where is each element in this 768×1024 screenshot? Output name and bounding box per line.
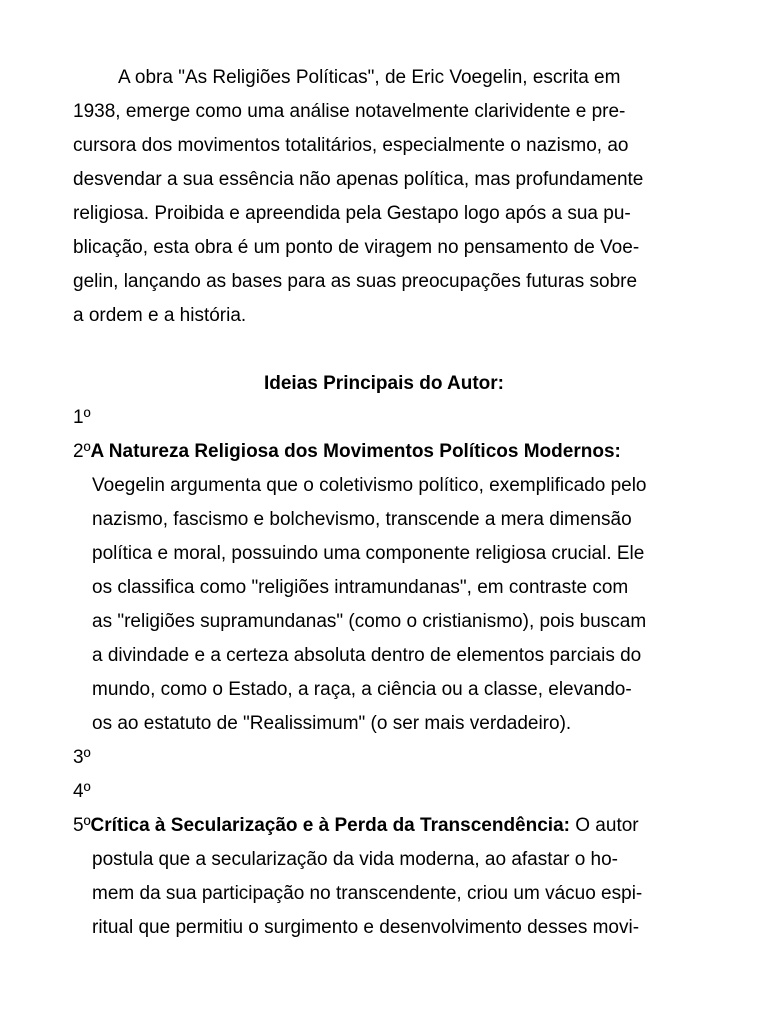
list-item-line: mundo, como o Estado, a raça, a ciência ou a classe, elevando-	[92, 679, 632, 700]
list-item-line: nazismo, fascismo e bolchevismo, transcende a mera dimensão	[92, 509, 632, 530]
list-item-heading	[73, 435, 621, 469]
list-item-heading	[73, 809, 639, 843]
list-item-line: a divindade e a certeza absoluta dentro de elementos parciais do	[92, 645, 642, 666]
intro-line: A obra "As Religiões Políticas", de Eric Voegelin, escrita em	[118, 67, 621, 88]
list-item-line: postula que a secularização da vida moderna, ao afastar o ho-	[92, 849, 618, 870]
intro-line: blicação, esta obra é um ponto de viragem no pensamento de Voe-	[73, 237, 640, 258]
intro-line: gelin, lançando as bases para as suas preocupações futuras sobre	[73, 271, 638, 292]
intro-line: cursora dos movimentos totalitários, especialmente o nazismo, ao	[73, 135, 629, 156]
list-item-title: A Natureza Religiosa dos Movimentos Políticos Modernos:	[90, 441, 621, 462]
list-item-line: os ao estatuto de "Realissimum" (o ser mais verdadeiro).	[92, 713, 572, 734]
list-number: 3º	[73, 747, 91, 768]
list-number: 5º	[73, 815, 91, 836]
list-item-line: as "religiões supramundanas" (como o cristianismo), pois buscam	[92, 611, 647, 632]
list-item-line: mem da sua participação no transcendente, criou um vácuo espi-	[92, 883, 643, 904]
intro-line: 1938, emerge como uma análise notavelmente clarividente e pre-	[73, 101, 626, 122]
list-number: 1º	[73, 407, 91, 428]
intro-line: a ordem e a história.	[73, 305, 247, 326]
list-item-line: ritual que permitiu o surgimento e desenvolvimento desses movi-	[92, 917, 640, 938]
list-item-title: Crítica à Secularização e à Perda da Transcendência:	[90, 815, 570, 836]
intro-line: desvendar a sua essência não apenas política, mas profundamente	[73, 169, 644, 190]
list-item-line: Voegelin argumenta que o coletivismo político, exemplificado pelo	[92, 475, 647, 496]
list-item-line: os classifica como "religiões intramundanas", em contraste com	[92, 577, 629, 598]
intro-line: religiosa. Proibida e apreendida pela Gestapo logo após a sua pu-	[73, 203, 631, 224]
list-number: 4º	[73, 781, 91, 802]
list-item-line: política e moral, possuindo uma componente religiosa crucial. Ele	[92, 543, 645, 564]
list-number: 2º	[73, 441, 91, 462]
section-heading: Ideias Principais do Autor:	[263, 373, 504, 394]
list-item-text: O autor	[569, 815, 639, 836]
